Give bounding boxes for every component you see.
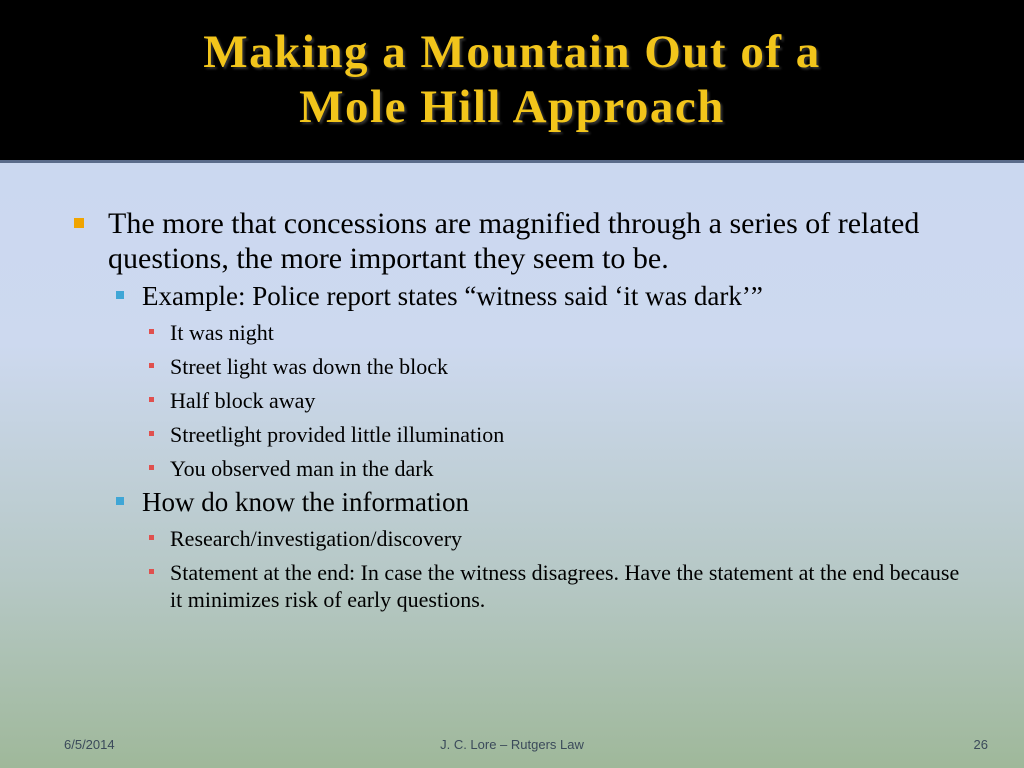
footer-date: 6/5/2014 xyxy=(64,737,115,752)
square-bullet-icon xyxy=(149,569,154,574)
sub-sub-bullet-text: Research/investigation/discovery xyxy=(170,526,463,551)
sub-bullet-item xyxy=(110,486,972,613)
sub-bullet-item xyxy=(110,280,972,482)
slide-title xyxy=(203,25,820,135)
sub-sub-bullet-item xyxy=(142,455,972,482)
sub-sub-bullet-text: Statement at the end: In case the witness disagrees. Have the statement at the end because it minimizes risk of early questions. xyxy=(170,560,960,612)
bullet-list xyxy=(72,206,972,613)
slide-content xyxy=(72,206,972,613)
square-bullet-icon xyxy=(116,291,124,299)
sub-sub-bullet-item xyxy=(142,319,972,346)
square-bullet-icon xyxy=(149,431,154,436)
square-bullet-icon xyxy=(149,465,154,470)
footer-author: J. C. Lore – Rutgers Law xyxy=(440,737,584,752)
square-bullet-icon xyxy=(149,363,154,368)
sub-sub-bullet-text: Street light was down the block xyxy=(170,354,449,379)
sub-sub-bullet-list xyxy=(142,319,972,482)
footer-page-number: 26 xyxy=(973,737,988,752)
sub-bullet-text: Example: Police report states “witness said ‘it was dark’” xyxy=(142,281,763,311)
sub-sub-bullet-text: Half block away xyxy=(170,388,316,413)
title-band xyxy=(0,0,1024,163)
square-bullet-icon xyxy=(149,397,154,402)
sub-sub-bullet-item xyxy=(142,559,972,613)
bullet-item xyxy=(72,206,972,613)
sub-sub-bullet-text: Streetlight provided little illumination xyxy=(170,422,505,447)
square-bullet-icon xyxy=(116,497,124,505)
sub-sub-bullet-text: You observed man in the dark xyxy=(170,456,434,481)
square-bullet-icon xyxy=(149,535,154,540)
sub-sub-bullet-item xyxy=(142,353,972,380)
title-line-1: Making a Mountain Out of a xyxy=(203,26,821,78)
title-line-2: Mole Hill Approach xyxy=(299,81,725,133)
sub-bullet-text: How do know the information xyxy=(142,487,469,517)
sub-bullet-list xyxy=(110,280,972,613)
sub-sub-bullet-list xyxy=(142,525,972,613)
sub-sub-bullet-item xyxy=(142,421,972,448)
bullet-text: The more that concessions are magnified through a series of related questions, the more important they seem to be. xyxy=(108,207,920,275)
sub-sub-bullet-item xyxy=(142,525,972,552)
sub-sub-bullet-text: It was night xyxy=(170,320,274,345)
sub-sub-bullet-item xyxy=(142,387,972,414)
square-bullet-icon xyxy=(149,329,154,334)
square-bullet-icon xyxy=(74,218,84,228)
